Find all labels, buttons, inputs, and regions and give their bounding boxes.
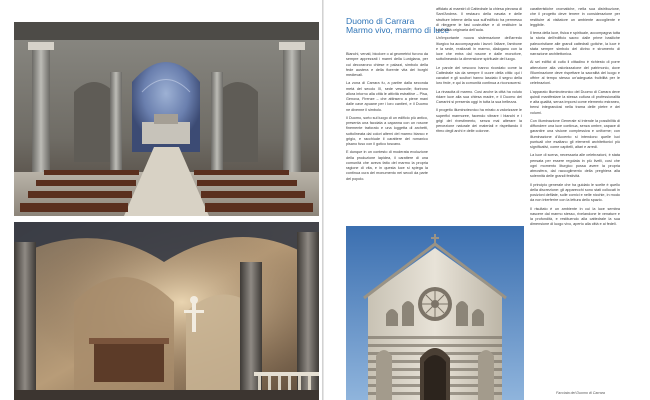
paragraph: Le parole del vescovo hanno ricordato come la Cattedrale sia da sempre il cuore della città: qui i cavatori e gli scultori hanno lasciato il segno della loro fede, e qui la comunità continua a riconoscersi. [436, 65, 522, 86]
left-page [0, 0, 322, 400]
right-page [324, 0, 650, 400]
paragraph: Il tema della luce, fisica e spirituale, accompagna tutta la storia dell'edificio sacro: dalle prime basiliche paleocristiane alle grandi cattedrali gotiche, la luce è stata sempre simbolo del divino e strumento di narrazione architettonica. [530, 31, 620, 56]
paragraph: caratteristiche cromatiche, nella sua distribuzione, che il progetto deve tenere in considerazione per restituire al visitatore un ambiente accogliente e leggibile. [530, 7, 620, 27]
paragraph: Il risultato è un ambiente in cui la luce sembra nascere dal marmo stesso, rivelandone le venature e la profondità, e restituendo alla cattedrale la sua dimensione di luogo vivo, aperto alla città e ai fedeli. [530, 206, 620, 227]
paragraph: Bianchi, venati, bicolore o ai geometrici furono da sempre apprezzati i marmi della Lunigiana, per cui decorarono chiese e palazzi, simbolo della fede austera e della fiorente vita dei borghi medievali. [346, 52, 428, 77]
paragraph: E dunque in un contesto di moderata evoluzione della produzione lapidea, il carattere di una comunità che aveva fatto del marmo la propria ragione di vita, e in questa luce si spiega la continua cura del monumento nei secoli da parte del popolo. [346, 150, 428, 181]
title-line-1: Duomo di Carrara [346, 16, 415, 26]
text-column-1 [346, 52, 428, 217]
nave-interior-photo [14, 22, 319, 216]
text-column-2 [436, 7, 522, 219]
paragraph: affidato ai maestri di Cattedrale la chiesa pievana di Sant'Andrea. Il restauro della navata e delle strutture interne della sua sull'edificio ha permesso di rileggere le fasi costruttive e di restituire la spazialità originaria dell'aula. [436, 7, 522, 32]
paragraph: La zona di Carrara fu, a partire dalla seconda metà del secolo XI, sede vescovile; fiorirono allora intorno alla città le attività estrattive – Pisa, Genova, Firenze – che attinsero a piene mani dalle cave apuane per i loro cantieri, e il Duomo ne divenne il simbolo. [346, 81, 428, 112]
paragraph: Un'importante nuova sistemazione dell'arredo liturgico ha accompagnato i lavori: l'altare, l'ambone e la sede, realizzati in marmo, dialogano con la luce che entra dal rosone e dalle monofore, sottolineando la dimensione spirituale del luogo. [436, 36, 522, 62]
paragraph: L'apparato illuminotecnico del Duomo di Carrara deve quindi manifestare la stessa cultura di professionalità e alta qualità, senza imporsi come elemento estraneo, bensì integrandosi nella trama delle pietre e dei volumi. [530, 89, 620, 115]
title-line-2: Marmo vivo, marmo di luce [346, 25, 450, 36]
paragraph: Con illuminazione Generale si intende la possibilità di diffondere una luce continua, senza ombre, capace di garantire una visione complessiva e uniforme; con illuminazione d'Accento si intendono quelle luci puntuali che esaltano gli elementi architettonici più significativi, come capitelli, altari e arredi. [530, 118, 620, 149]
side-chapel-photo [14, 222, 319, 400]
paragraph: La rinascita di marmo. Così anche la città ha voluto ridare luce alla sua chiesa madre, e il Duomo dei Carrarini si presenta oggi in tutta la sua bellezza. [436, 89, 522, 104]
paragraph: Il Duomo, sorto sul luogo di un edificio più antico, presenta una facciata a capanna con un rosone finemente traforato e una loggetta di archetti, sottolineata dai colori alterni del marmo bianco e grigio, e racchiude il carattere del romanico pisano fuso con il gotico toscano. [346, 115, 428, 146]
cathedral-facade-photo [346, 226, 524, 400]
paragraph: Il principio generale che ha guidato le scelte è quello della discrezione: gli apparecchi sono stati collocati in posizioni defilate, sulle cornici e nelle nicchie, in modo da non interferire con la lettura dello spazio. [530, 182, 620, 203]
text-column-3 [530, 7, 620, 392]
paragraph: La luce di scena, necessaria alle celebrazioni, è stata pensata per essere regolata in più livelli, così che ogni momento liturgico possa avere la propria atmosfera, dal raccoglimento della preghiera alla solennità delle grandi festività. [530, 153, 620, 179]
facade-caption: Facciata del Duomo di Carrara [556, 391, 605, 395]
paragraph: Ai sei edifici di culto il cittadino è richiesto di porre attenzione alla valorizzazione del patrimonio, dove l'illuminazione deve rispettare la sacralità del luogo e offrire al tempo stesso un'adeguata fruibilità per le celebrazioni. [530, 60, 620, 86]
paragraph: Il progetto illuminotecnico ha mirato a valorizzare le superfici marmoree, facendo vibrare i bianchi e i grigi del rivestimento, senza mai alterare la percezione naturale dei materiali e rispettando il ritmo degli archi e delle colonne. [436, 108, 522, 134]
